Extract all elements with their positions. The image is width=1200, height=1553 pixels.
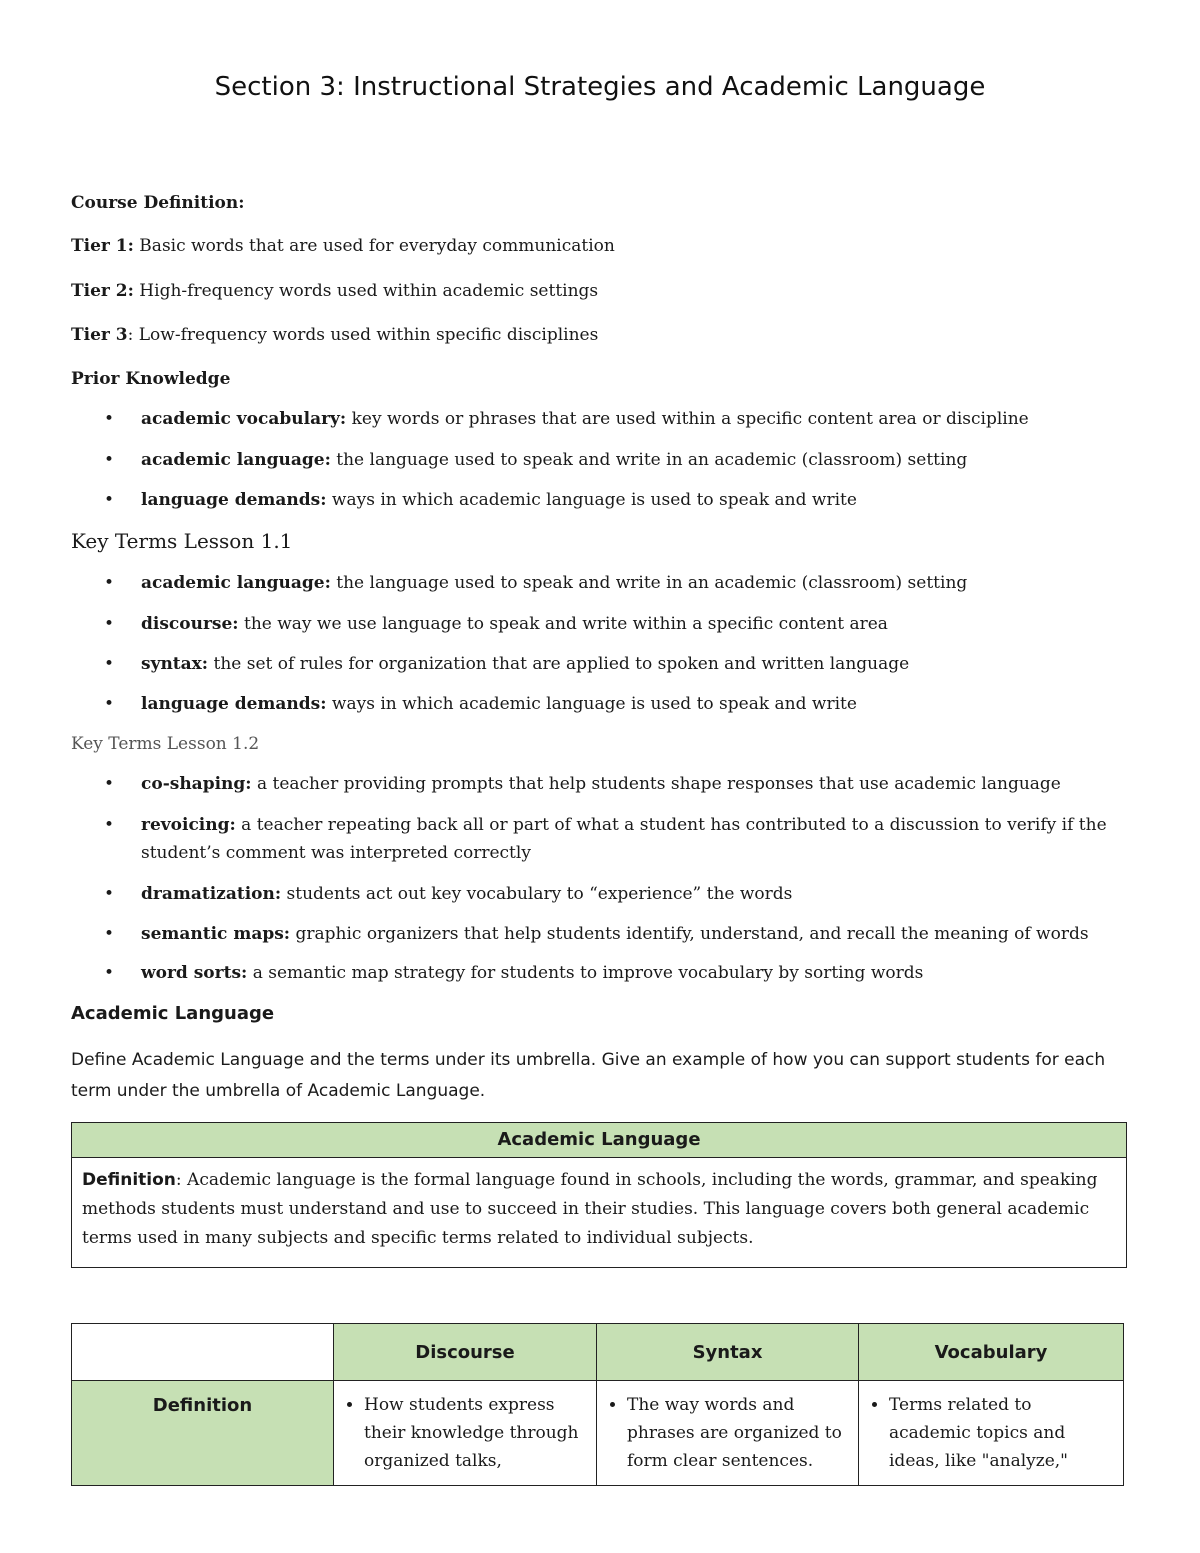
term: word sorts: [141,963,248,983]
list-item [104,405,1114,433]
term-definition: a teacher repeating back all or part of what a student has contributed to a discussion to verify if the student’s comment was interpreted correctly [141,815,1107,863]
term-definition: the language used to speak and write in an academic (classroom) setting [330,450,968,470]
tier-label: Tier 2: [71,281,134,301]
list-item [104,486,1114,514]
lesson-1-1-heading: Key Terms Lesson 1.1 [71,529,293,553]
term: co-shaping: [141,774,252,794]
definition-text: : Academic language is the formal language found in schools, including the words, grammar, and speaking methods students must understand and use to succeed in their studies. This language covers both general academic terms used in many subjects and specific terms related to individual subjects. [82,1170,1098,1248]
tier-1-line [71,236,615,256]
academic-language-table [71,1323,1124,1486]
bullet-icon: • [104,654,115,674]
term-definition: a teacher providing prompts that help students shape responses that use academic language [251,774,1061,794]
list-item [104,770,1114,798]
definition-box-title: Academic Language [72,1123,1126,1158]
list-item [104,959,1114,987]
cell-bullet: • Terms related to academic topics and ideas, like "analyze," [889,1391,1115,1475]
term: academic language: [141,450,331,470]
table-cell [597,1381,859,1486]
list-item [104,446,1114,474]
cell-bullet: • How students express their knowledge through organized talks, [364,1391,588,1475]
lesson-1-2-heading: Key Terms Lesson 1.2 [71,734,260,754]
term: revoicing: [141,815,236,835]
term-definition: ways in which academic language is used to speak and write [326,694,857,714]
term: semantic maps: [141,924,291,944]
bullet-icon: • [104,614,115,634]
list-item [104,811,1114,867]
tier-3-line [71,325,598,345]
bullet-icon: • [104,884,115,904]
list-item [104,650,1114,678]
term-definition: ways in which academic language is used to speak and write [326,490,857,510]
term-definition: the set of rules for organization that are applied to spoken and written language [208,654,910,674]
bullet-icon: • [104,924,115,944]
term-definition: the way we use language to speak and write within a specific content area [238,614,888,634]
row-header: Definition [72,1381,334,1486]
bullet-icon: • [104,490,115,510]
academic-language-definition-box [71,1122,1127,1268]
table-header-row [72,1324,1124,1381]
definition-label: Definition [82,1170,176,1190]
list-item [104,920,1114,948]
table-row [72,1381,1124,1486]
tier-2-line [71,281,598,301]
academic-language-prompt: Define Academic Language and the terms under its umbrella. Give an example of how you can support students for each term under the umbrella of Academic Language. [71,1050,1106,1101]
bullet-icon: • [104,409,115,429]
definition-box-body [72,1158,1126,1261]
term: academic language: [141,573,331,593]
term: academic vocabulary: [141,409,347,429]
tier-label: Tier 1: [71,236,134,256]
academic-language-heading: Academic Language [71,1003,275,1024]
list-item [104,569,1114,597]
bullet-icon: • [104,963,115,983]
tier-text: : Low-frequency words used within specific disciplines [127,325,599,345]
list-item [104,610,1114,638]
table-cell [859,1381,1124,1486]
term: language demands: [141,490,327,510]
prior-knowledge-heading: Prior Knowledge [71,369,231,389]
bullet-icon: • [104,450,115,470]
tier-text: High-frequency words used within academic settings [133,281,599,301]
list-item [104,690,1114,718]
term: syntax: [141,654,209,674]
term-definition: students act out key vocabulary to “experience” the words [281,884,793,904]
tier-text: Basic words that are used for everyday communication [133,236,615,256]
table-cell [334,1381,597,1486]
tier-label: Tier 3 [71,325,128,345]
term-definition: the language used to speak and write in an academic (classroom) setting [330,573,968,593]
term: discourse: [141,614,239,634]
bullet-icon: • [104,573,115,593]
cell-bullet: • The way words and phrases are organized to form clear sentences. [627,1391,850,1475]
term-definition: graphic organizers that help students identify, understand, and recall the meaning of words [290,924,1089,944]
bullet-icon: • [104,774,115,794]
list-item [104,880,1114,908]
table-corner-cell [72,1324,334,1381]
term: language demands: [141,694,327,714]
term-definition: a semantic map strategy for students to improve vocabulary by sorting words [247,963,924,983]
column-header: Discourse [334,1324,597,1381]
column-header: Vocabulary [859,1324,1124,1381]
bullet-icon: • [104,694,115,714]
term: dramatization: [141,884,282,904]
page-title: Section 3: Instructional Strategies and Academic Language [214,72,986,102]
course-definition-heading: Course Definition: [71,193,245,213]
term-definition: key words or phrases that are used within a specific content area or discipline [346,409,1029,429]
column-header: Syntax [597,1324,859,1381]
bullet-icon: • [104,815,115,835]
